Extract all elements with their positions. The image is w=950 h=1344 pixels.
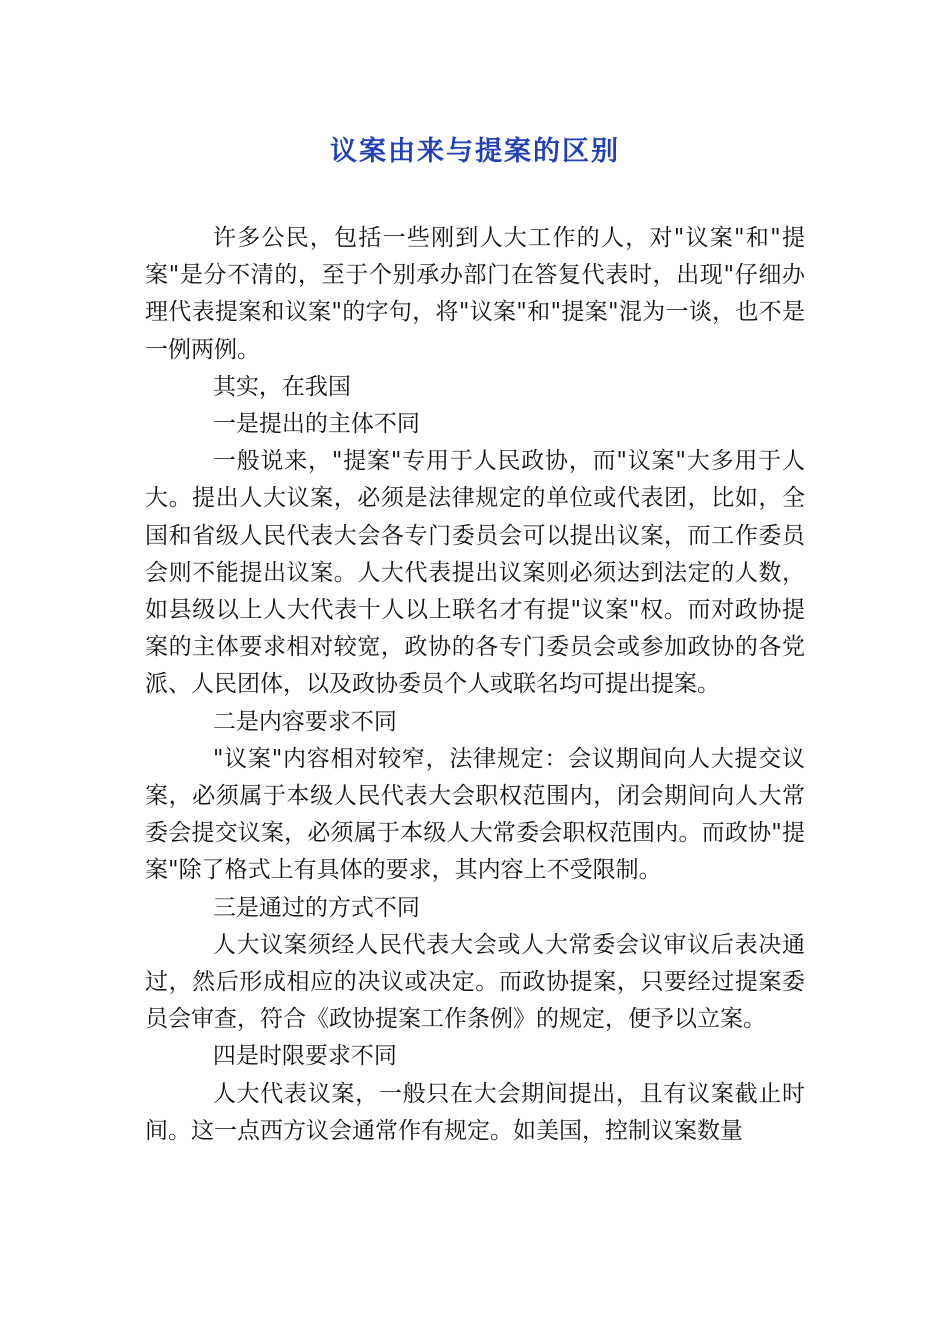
heading-point-1: 一是提出的主体不同 bbox=[212, 411, 420, 438]
heading-point-3: 三是通过的方式不同 bbox=[212, 894, 420, 921]
document-title: 议案由来与提案的区别 bbox=[330, 136, 620, 167]
paragraph-intro: 许多公民，包括一些刚到人大工作的人，对"议案"和"提案"是分不清的，至于个别承办部门在答复代表时，出现"仔细办理代表提案和议案"的字句，将"议案"和"提案"混为一谈，也不是一例两例。 bbox=[145, 225, 805, 363]
paragraph-point-3: 人大议案须经人民代表大会或人大常委会议审议后表决通过，然后形成相应的决议或决定。而政协提案，只要经过提案委员会审查，符合《政协提案工作条例》的规定，便予以立案。 bbox=[145, 931, 805, 1033]
heading-point-2: 二是内容要求不同 bbox=[212, 708, 397, 735]
paragraph-point-4: 人大代表议案，一般只在大会期间提出，且有议案截止时间。这一点西方议会通常作有规定。如美国，控制议案数量 bbox=[145, 1080, 805, 1144]
heading-point-4: 四是时限要求不同 bbox=[212, 1043, 397, 1070]
paragraph-point-1: 一般说来，"提案"专用于人民政协，而"议案"大多用于人大。提出人大议案，必须是法律规定的单位或代表团，比如，全国和省级人民代表大会各专门委员会可以提出议案，而工作委员会则不能提出议案。人大代表提出议案则必须达到法定的人数，如县级以上人大代表十人以上联名才有提"议案"权。而对政协提案的主体要求相对较宽，政协的各专门委员会或参加政协的各党派、人民团体，以及政协委员个人或联名均可提出提案。 bbox=[145, 448, 805, 698]
document-body bbox=[145, 220, 805, 1150]
paragraph-in-china: 其实，在我国 bbox=[212, 373, 351, 400]
paragraph-point-2: "议案"内容相对较窄，法律规定：会议期间向人大提交议案，必须属于本级人民代表大会职权范围内，闭会期间向人大常委会提交议案，必须属于本级人大常委会职权范围内。而政协"提案"除了格式上有具体的要求，其内容上不受限制。 bbox=[145, 745, 805, 884]
